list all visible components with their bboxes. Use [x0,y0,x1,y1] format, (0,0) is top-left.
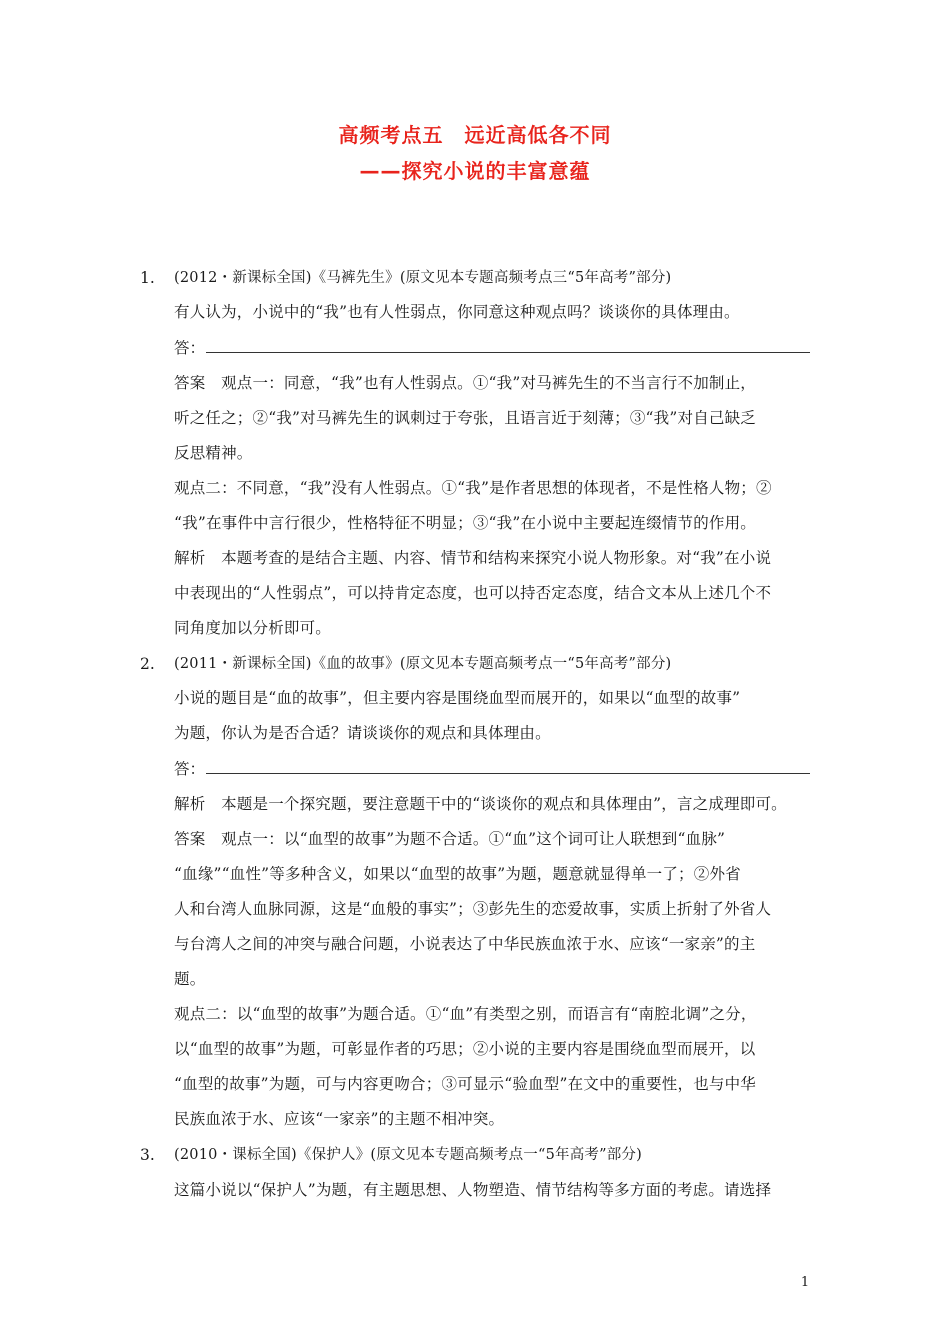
question-2-answer-label: 答： [174,760,206,778]
question-1-body-line: 观点二：不同意，“我”没有人性弱点。①“我”是作者思想的体现者，不是性格人物；② [174,479,772,497]
page-title: 高频考点五 远近高低各不同 [338,123,612,147]
question-2-body-line: “血缘”“血性”等多种含义，如果以“血型的故事”为题，题意就显得单一了；②外省 [174,865,741,883]
question-3-number: 3. [140,1146,155,1164]
question-1-body-line: 听之任之；②“我”对马裤先生的讽刺过于夸张，且语言近于刻薄；③“我”对自己缺乏 [174,409,756,427]
question-2-body-line: 与台湾人之间的冲突与融合问题，小说表达了中华民族血浓于水、应该“一家亲”的主 [174,935,756,953]
question-1-body-line: 答案 观点一：同意，“我”也有人性弱点。①“我”对马裤先生的不当言行不加制止， [174,374,756,392]
question-1-body-line: 反思精神。 [174,444,253,462]
question-2-body-line: 解析 本题是一个探究题，要注意题干中的“谈谈你的观点和具体理由”，言之成理即可。 [174,795,787,813]
question-2-body-line: 题。 [174,970,206,988]
question-1-body-line: 解析 本题考查的是结合主题、内容、情节和结构来探究小说人物形象。对“我”在小说 [174,549,772,567]
question-2-source: (2011・新课标全国)《血的故事》(原文见本专题高频考点一“5年高考”部分) [174,656,672,672]
question-2-body-line: “血型的故事”为题，可与内容更吻合；③可显示“验血型”在文中的重要性，也与中华 [174,1075,756,1093]
question-1-body-line: “我”在事件中言行很少，性格特征不明显；③“我”在小说中主要起连缀情节的作用。 [174,514,756,532]
question-1-body-line: 中表现出的“人性弱点”，可以持肯定态度，也可以持否定态度，结合文本从上述几个不 [174,584,772,602]
question-3-source: (2010・课标全国)《保护人》(原文见本专题高频考点一“5年高考”部分) [174,1147,642,1163]
question-1-prompt: 有人认为，小说中的“我”也有人性弱点，你同意这种观点吗？谈谈你的具体理由。 [174,303,740,321]
question-2-body-line: 以“血型的故事”为题，可彰显作者的巧思；②小说的主要内容是围绕血型而展开，以 [174,1040,756,1058]
question-1-number: 1. [140,269,155,287]
question-1-source: (2012・新课标全国)《马裤先生》(原文见本专题高频考点三“5年高考”部分) [174,270,672,286]
question-1-answer-field[interactable] [206,352,810,353]
question-2-body-line: 答案 观点一：以“血型的故事”为题不合适。①“血”这个词可让人联想到“血脉” [174,830,726,848]
question-2-answer-field[interactable] [206,773,810,774]
page-subtitle: ——探究小说的丰富意蕴 [359,159,591,183]
question-2-prompt: 为题，你认为是否合适？请谈谈你的观点和具体理由。 [174,724,551,742]
question-2-number: 2. [140,655,155,673]
question-2-body-line: 民族血浓于水、应该“一家亲”的主题不相冲突。 [174,1110,505,1128]
question-1-body-line: 同角度加以分析即可。 [174,619,332,637]
question-1-answer-label: 答： [174,339,206,357]
page-number: 1 [800,1275,810,1290]
question-2-body-line: 人和台湾人血脉同源，这是“血般的事实”；③彭先生的恋爱故事，实质上折射了外省人 [174,900,772,918]
question-2-body-line: 观点二：以“血型的故事”为题合适。①“血”有类型之别，而语言有“南腔北调”之分， [174,1005,757,1023]
question-2-prompt: 小说的题目是“血的故事”，但主要内容是围绕血型而展开的，如果以“血型的故事” [174,689,741,707]
question-3-prompt: 这篇小说以“保护人”为题，有主题思想、人物塑造、情节结构等多方面的考虑。请选择 [174,1181,772,1199]
